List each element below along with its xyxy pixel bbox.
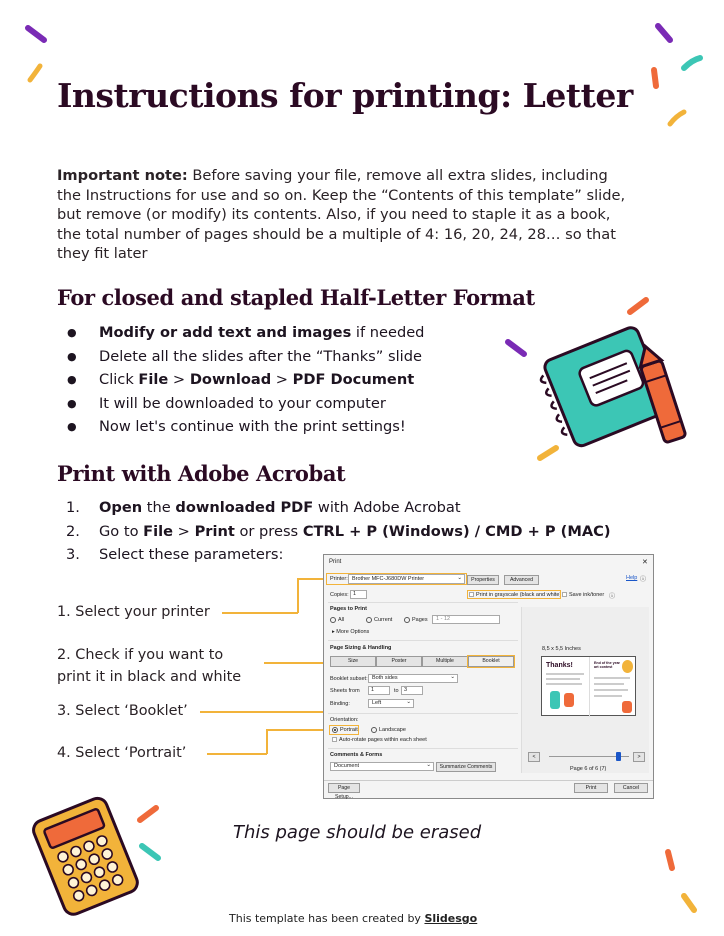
landscape-radio[interactable] bbox=[371, 727, 377, 733]
highlight-printer bbox=[326, 573, 467, 585]
close-icon[interactable]: ✕ bbox=[642, 559, 648, 566]
connector-printer-h2 bbox=[297, 578, 325, 580]
current-radio[interactable] bbox=[366, 617, 372, 623]
highlight-booklet bbox=[467, 655, 515, 668]
sheets-from-label: Sheets from bbox=[330, 688, 360, 694]
list-item: 3. Select these parameters: bbox=[66, 546, 284, 563]
list-item: 2. Go to File > Print or press CTRL + P (Windows) / CMD + P (MAC) bbox=[66, 522, 611, 540]
connector-portrait-h2 bbox=[266, 729, 326, 731]
note-label: Important note: bbox=[57, 167, 188, 184]
divider bbox=[328, 602, 518, 603]
chevron-down-icon: ⌄ bbox=[406, 699, 411, 705]
copies-label: Copies: bbox=[330, 592, 349, 598]
important-note bbox=[57, 166, 632, 264]
booklet-subset-label: Booklet subset: bbox=[330, 676, 368, 682]
all-label: All bbox=[338, 617, 345, 623]
auto-rotate-label: Auto-rotate pages within each sheet bbox=[339, 737, 427, 743]
callout-select-printer: 1. Select your printer bbox=[57, 604, 210, 620]
list-item: ● Click File > Download > PDF Document bbox=[57, 368, 424, 392]
connector-printer-v bbox=[297, 578, 299, 613]
print-dialog bbox=[323, 554, 654, 799]
booklet-button[interactable]: Booklet bbox=[468, 656, 514, 667]
all-radio[interactable] bbox=[330, 617, 336, 623]
connector-portrait-v bbox=[266, 729, 268, 754]
grayscale-label: Print in grayscale (black and white) bbox=[476, 592, 562, 598]
section-heading-half-letter: For closed and stapled Half-Letter Format bbox=[57, 285, 535, 310]
save-ink-checkbox[interactable] bbox=[562, 592, 567, 597]
preview-right-title: End of the year art contest bbox=[594, 661, 620, 669]
connector-printer bbox=[222, 612, 298, 614]
page-slider-thumb[interactable] bbox=[616, 752, 621, 761]
help-link[interactable]: Help bbox=[626, 575, 638, 581]
erase-note: This page should be erased bbox=[233, 822, 482, 843]
divider bbox=[328, 713, 518, 714]
print-button[interactable]: Print bbox=[574, 783, 608, 793]
list-item: 1. Open the downloaded PDF with Adobe Acrobat bbox=[66, 499, 461, 516]
cancel-button[interactable]: Cancel bbox=[614, 783, 648, 793]
footer-text: This template has been created by bbox=[229, 912, 425, 925]
connector-portrait bbox=[207, 753, 267, 755]
binding-select[interactable]: Left ⌄ bbox=[368, 699, 414, 708]
pages-radio[interactable] bbox=[404, 617, 410, 623]
portrait-label: Portrait bbox=[340, 727, 358, 733]
multiple-button[interactable]: Multiple bbox=[422, 656, 468, 667]
to-label: to bbox=[394, 688, 399, 694]
properties-button[interactable]: Properties bbox=[467, 575, 499, 585]
callout-select-portrait: 4. Select ‘Portrait’ bbox=[57, 745, 187, 761]
calculator-illustration bbox=[26, 792, 146, 918]
comments-select[interactable]: Document ⌄ bbox=[330, 762, 434, 771]
highlight-grayscale bbox=[467, 590, 561, 599]
next-page-button[interactable]: > bbox=[633, 752, 645, 762]
note-text: Before saving your file, remove all extra slides, including the Instructions for use and so on. Keep the “Contents of this template” slide, but remove (or modify) its contents. Also, if you need to staple it as a book, the total number of pages should be a multiple of 4: 16, 20, 24, 28… so that they fit later bbox=[57, 167, 626, 262]
pages-range-input[interactable]: 1 - 12 bbox=[432, 615, 500, 624]
prev-page-button[interactable]: < bbox=[528, 752, 540, 762]
printer-select[interactable]: Brother MFC-J680DW Printer ⌄ bbox=[348, 574, 465, 584]
chevron-down-icon: ⌄ bbox=[450, 674, 455, 680]
slidesgo-link[interactable]: Slidesgo bbox=[424, 912, 478, 925]
poster-button[interactable]: Poster bbox=[376, 656, 422, 667]
page-setup-button[interactable]: Page Setup... bbox=[328, 783, 360, 793]
list-item: ● Delete all the slides after the “Thanks” slide bbox=[57, 345, 424, 369]
section-heading-adobe-acrobat: Print with Adobe Acrobat bbox=[57, 461, 346, 486]
pages-label: Pages bbox=[412, 617, 428, 623]
list-item: ● Modify or add text and images if needed bbox=[57, 321, 424, 345]
help-icon[interactable]: ⓘ bbox=[640, 577, 647, 583]
orientation-label: Orientation: bbox=[330, 717, 359, 723]
divider bbox=[328, 640, 518, 641]
callout-grayscale-line1: 2. Check if you want to bbox=[57, 647, 224, 663]
auto-rotate-checkbox[interactable] bbox=[332, 737, 337, 742]
sheets-from-input[interactable]: 1 bbox=[368, 686, 390, 695]
list-item: ● Now let's continue with the print settings! bbox=[57, 415, 424, 439]
preview-thanks: Thanks! bbox=[546, 662, 573, 669]
notebook-crayon-illustration bbox=[538, 320, 708, 450]
highlight-portrait bbox=[329, 725, 359, 735]
size-button[interactable]: Size bbox=[330, 656, 376, 667]
callout-grayscale-line2: print it in black and white bbox=[57, 669, 242, 685]
footer-credit bbox=[229, 912, 477, 925]
divider bbox=[328, 748, 518, 749]
save-ink-label: Save ink/toner bbox=[569, 592, 605, 598]
comments-forms-heading: Comments & Forms bbox=[330, 752, 383, 758]
booklet-subset-select[interactable]: Both sides ⌄ bbox=[368, 674, 458, 683]
preview-size-label: 8,5 x 5,5 Inches bbox=[542, 646, 581, 652]
current-label: Current bbox=[374, 617, 393, 623]
page-sizing-heading: Page Sizing & Handling bbox=[330, 645, 392, 651]
chevron-down-icon: ⌄ bbox=[457, 575, 462, 581]
list-item: ● It will be downloaded to your computer bbox=[57, 392, 424, 416]
divider bbox=[324, 780, 653, 781]
copies-input[interactable]: 1 bbox=[350, 590, 367, 599]
printer-label: Printer: bbox=[330, 576, 348, 582]
summarize-comments-button[interactable]: Summarize Comments bbox=[436, 762, 496, 772]
advanced-button[interactable]: Advanced bbox=[504, 575, 539, 585]
info-icon: ⓘ bbox=[609, 594, 616, 600]
sheets-to-input[interactable]: 3 bbox=[401, 686, 423, 695]
binding-label: Binding: bbox=[330, 701, 350, 707]
chevron-down-icon: ⌄ bbox=[426, 762, 431, 768]
preview-thumbnail bbox=[541, 656, 636, 716]
page-indicator: Page 6 of 6 (7) bbox=[570, 766, 607, 772]
landscape-label: Landscape bbox=[379, 727, 406, 733]
page-title: Instructions for printing: Letter bbox=[57, 76, 633, 115]
half-letter-bullet-list bbox=[57, 321, 424, 439]
dialog-title: Print bbox=[329, 559, 342, 565]
pages-to-print-heading: Pages to Print bbox=[330, 606, 367, 612]
callout-select-booklet: 3. Select ‘Booklet’ bbox=[57, 703, 188, 719]
more-options-toggle[interactable]: ▸ More Options bbox=[332, 629, 370, 635]
